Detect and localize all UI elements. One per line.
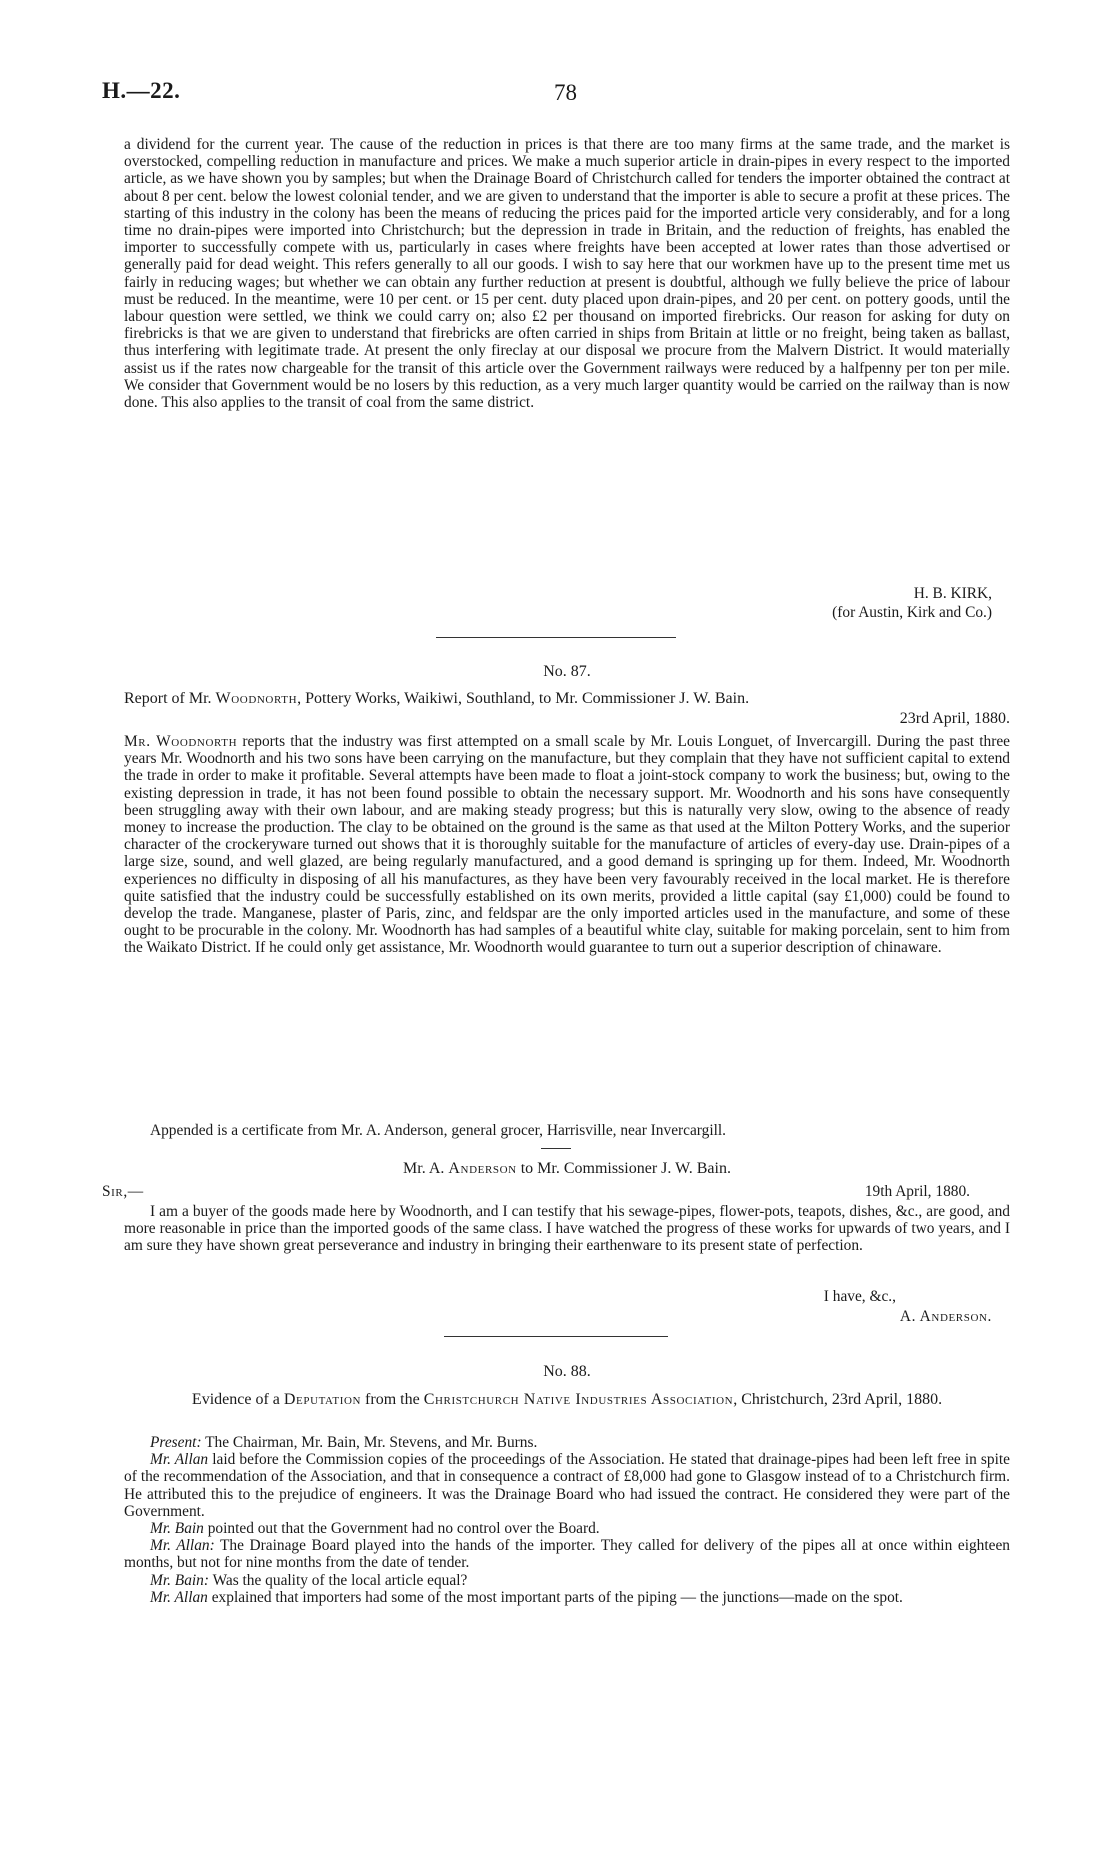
kirk-signature-firm: (for Austin, Kirk and Co.) [832, 604, 992, 621]
letter-heading-rest: to Mr. Commissioner J. W. Bain. [516, 1160, 731, 1177]
letter-date: 19th April, 1880. [864, 1183, 970, 1200]
present-text: The Chairman, Mr. Bain, Mr. Stevens, and Mr. Burns. [201, 1434, 538, 1451]
section-divider [436, 637, 676, 638]
no88-number: No. 88. [543, 1363, 591, 1380]
bain-question: Was the quality of the local article equal? [209, 1571, 468, 1589]
report-code: H.—22. [102, 78, 181, 103]
no87-title-name: Woodnorth [215, 690, 298, 707]
no88-title-e: , Christchurch, 23rd April, 1880. [733, 1391, 943, 1408]
no87-lead: Mr. Woodnorth [124, 733, 238, 750]
bain-statement-1: pointed out that the Government had no control over the Board. [203, 1520, 600, 1538]
speaker-allan-3: Mr. Allan [150, 1588, 208, 1606]
speaker-bain-1: Mr. Bain [150, 1520, 204, 1538]
page-number: 78 [554, 80, 577, 105]
letter-signature [700, 1308, 992, 1326]
anderson-signature-text: A. Anderson. [899, 1308, 992, 1325]
no88-title-association: Christchurch Native Industries Association [423, 1391, 734, 1408]
no88-title-a: Evidence of a [191, 1391, 284, 1408]
no87-title-prefix: Report of Mr. [124, 690, 216, 707]
letter-body-section [124, 1203, 1010, 1255]
letter-heading-name: Anderson [448, 1160, 517, 1177]
no87-number: No. 87. [543, 663, 591, 680]
no87-appended: Appended is a certificate from Mr. A. Anderson, general grocer, Harrisville, near Invercargill. [150, 1122, 727, 1139]
speaker-allan-2: Mr. Allan: [150, 1537, 215, 1555]
speaker-allan-1: Mr. Allan [150, 1451, 209, 1469]
allan-statement-2: The Drainage Board played into the hands of the importer. They called for delivery of the pipes all at once within eighteen months, but not for nine months from the date of tender. [124, 1537, 1010, 1572]
present-label: Present: [150, 1434, 202, 1451]
intro-paragraph: a dividend for the current year. The cause of the reduction in prices is that there are too many firms at the same trade, and the market is overstocked, compelling reduction in manufacture and prices. We make a much superior article in drain-pipes in every respect to the imported article, as we have shown you by samples; but when the Drainage Board of Christchurch called for tenders the importer obtained the contract at about 8 per cent. below the lowest colonial tender, and we are given to understand that the importer is able to secure a profit at these prices. The starting of this industry in the colony has been the means of reducing the prices paid for the imported article very considerably, and for a long time no drain-pipes were imported into Christchurch; but the depression in trade in Britain, and the reduction of freights, has enabled the importer to successfully compete with us, particularly in cases where freights have been accepted at lower rates than those advertised or generally paid for dead weight. This refers generally to all our goods. I wish to say here that our workmen have up to the present time met us fairly in reducing wages; but whether we can obtain any further reduction at present is doubtful, although we fully believe the price of labour must be reduced. In the meantime, were 10 per cent. or 15 per cent. duty placed upon drain-pipes, and 20 per cent. on pottery goods, until the labour question were settled, we think we could carry on; also £2 per thousand on imported firebricks. Our reason for asking for duty on firebricks is that we are given to understand that firebricks are often carried in ships from Britain at little or no freight, being taken as ballast, thus interfering with legitimate trade. At present the only fireclay at our disposal we procure from the Malvern District. It would materially assist us if the rates now chargeable for the transit of this article over the Government railways were reduced by a halfpenny per ton per mile. We consider that Government would be no losers by this reduction, as a very much larger quantity would be carried on the railway than is now done. This also applies to the transit of coal from the same district. [124, 136, 1010, 412]
salutation-text: Sir,— [102, 1183, 144, 1200]
kirk-signature-name: H. B. KIRK, [913, 585, 992, 602]
no87-body: reports that the industry was first attempted on a small scale by Mr. Louis Longuet, of Invercargill. During the past three years Mr. Woodnorth and his two sons have been carrying on the manufacture, but they complain that they have not sufficient capital to extend the trade in order to make it profitable. Several attempts have been made to float a joint-stock company to work the business; but, owing to the existing depression in trade, it has not been found possible to obtain the necessary support. Mr. Woodnorth and his sons have consequently been struggling away with their own labour, and are making steady progress; but this is naturally very slow, owing to the absence of ready money to increase the production. The clay to be obtained on the ground is the same as that used at the Milton Pottery Works, and the superior character of the crockeryware turned out shows that it is thoroughly suitable for the manufacture of articles of every-day use. Drain-pipes of a large size, sound, and well glazed, are being regularly manufactured, and a good demand is springing up for them. Indeed, Mr. Woodnorth experiences no difficulty in disposing of all his manufactures, as they have been very favourably received in the local market. He is therefore quite satisfied that the industry could be successfully established on its own merits, provided a little capital (say £1,000) could be found to develop the trade. Manganese, plaster of Paris, zinc, and feldspar are the only imported articles used in the manufacture, and some of these ought to be procurable in the colony. Mr. Woodnorth has had samples of a beautiful white clay, suitable for making porcelain, sent to him from the Waikato District. If he could only get assistance, Mr. Woodnorth would guarantee to turn out a superior description of chinaware. [124, 733, 1011, 957]
letter-body: I am a buyer of the goods made here by Woodnorth, and I can testify that his sewage-pipes, flower-pots, teapots, dishes, &c., are good, and more reasonable in price than the imported goods of the same class. I have watched the progress of these works for upwards of two years, and I am sure they have shown great perseverance and industry in bringing their earthenware to its present state of perfection. [124, 1203, 1010, 1255]
allan-statement-1: laid before the Commission copies of the proceedings of the Association. He stated that drainage-pipes had been left free in spite of the recommendation of the Association, and that in consequence a contract of £8,000 had gone to Glasgow instead of to a Christchurch firm. He attributed this to the prejudice of engineers. It was the Drainage Board who had issued the contract. He considered they were part of the Government. [124, 1451, 1010, 1520]
allan-statement-3: explained that importers had some of the most important parts of the piping — the junctions—made on the spot. [207, 1588, 903, 1606]
no88-body-section [124, 1434, 1010, 1606]
no87-body-section [124, 733, 1010, 957]
no87-title-rest: , Pottery Works, Waikiwi, Southland, to Mr. Commissioner J. W. Bain. [297, 690, 750, 707]
no87-date: 23rd April, 1880. [899, 710, 1010, 727]
intro-section [124, 136, 1010, 411]
no87-title [124, 690, 1010, 707]
speaker-bain-2: Mr. Bain: [150, 1571, 209, 1589]
letter-closing: I have, &c., [823, 1288, 896, 1305]
letter-heading-prefix: Mr. A. [403, 1160, 449, 1177]
no88-title-deputation: Deputation [283, 1391, 362, 1408]
no87-appended-wrap [124, 1122, 1010, 1139]
short-divider [541, 1148, 571, 1149]
no88-title [124, 1391, 1010, 1409]
no88-title-c: from the [361, 1391, 424, 1408]
section-divider-2 [444, 1336, 668, 1337]
letter-heading [124, 1160, 1010, 1177]
